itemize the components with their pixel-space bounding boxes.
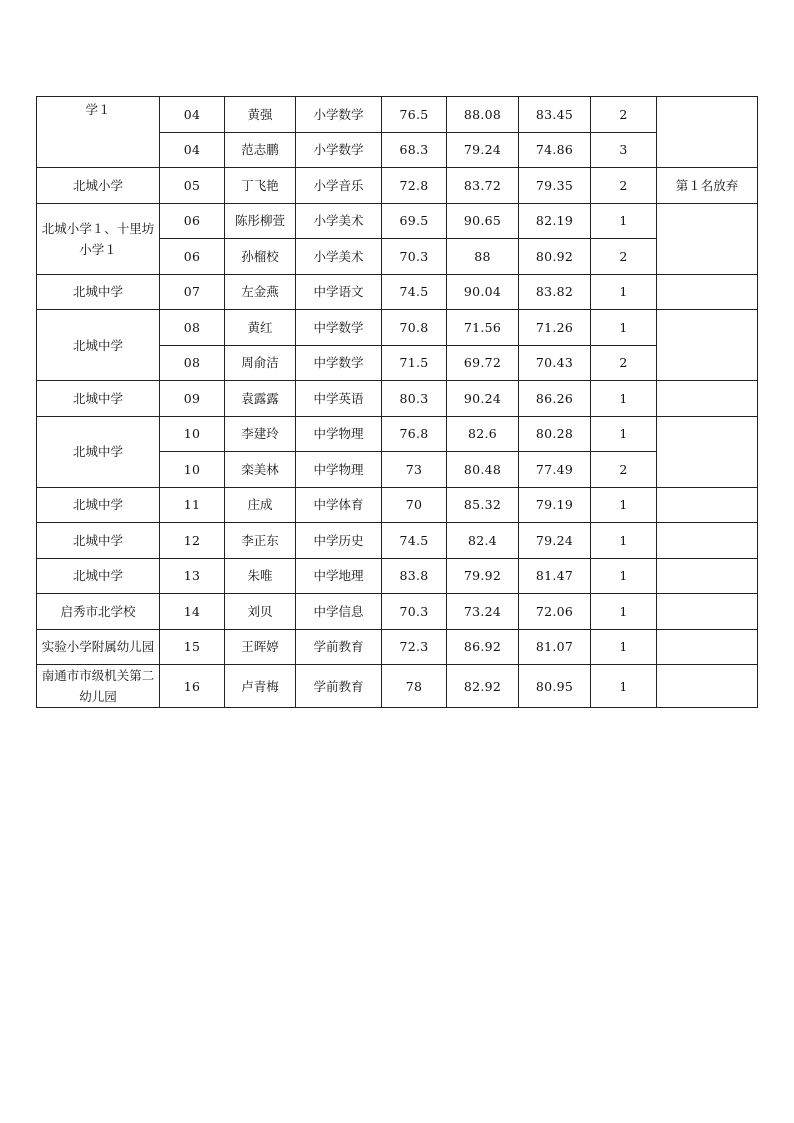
written-score-cell: 71.5 xyxy=(382,345,447,381)
written-score-cell: 70.3 xyxy=(382,594,447,630)
interview-score-cell: 90.04 xyxy=(447,274,519,310)
total-score-cell: 70.43 xyxy=(519,345,591,381)
rank-cell: 1 xyxy=(591,665,657,708)
unit-cell: 北城中学 xyxy=(37,558,160,594)
interview-score-cell: 88.08 xyxy=(447,97,519,133)
subject-cell: 学前教育 xyxy=(296,629,382,665)
interview-score-cell: 83.72 xyxy=(447,168,519,204)
rank-cell: 1 xyxy=(591,594,657,630)
subject-cell: 中学物理 xyxy=(296,416,382,452)
written-score-cell: 76.8 xyxy=(382,416,447,452)
name-cell: 范志鹏 xyxy=(225,132,296,168)
table-row xyxy=(37,558,758,594)
total-score-cell: 80.28 xyxy=(519,416,591,452)
code-cell: 08 xyxy=(160,345,225,381)
written-score-cell: 73 xyxy=(382,452,447,488)
written-score-cell: 72.8 xyxy=(382,168,447,204)
code-cell: 07 xyxy=(160,274,225,310)
total-score-cell: 79.35 xyxy=(519,168,591,204)
total-score-cell: 79.24 xyxy=(519,523,591,559)
written-score-cell: 69.5 xyxy=(382,203,447,239)
code-cell: 11 xyxy=(160,487,225,523)
rank-cell: 2 xyxy=(591,168,657,204)
rank-cell: 2 xyxy=(591,97,657,133)
note-cell xyxy=(657,381,758,417)
unit-cell: 启秀市北学校 xyxy=(37,594,160,630)
table-row xyxy=(37,97,758,133)
unit-cell: 北城中学 xyxy=(37,310,160,381)
interview-score-cell: 90.65 xyxy=(447,203,519,239)
subject-cell: 小学数学 xyxy=(296,132,382,168)
subject-cell: 中学体育 xyxy=(296,487,382,523)
subject-cell: 中学数学 xyxy=(296,345,382,381)
note-cell xyxy=(657,594,758,630)
code-cell: 04 xyxy=(160,97,225,133)
subject-cell: 中学物理 xyxy=(296,452,382,488)
code-cell: 13 xyxy=(160,558,225,594)
name-cell: 栾美林 xyxy=(225,452,296,488)
rank-cell: 1 xyxy=(591,274,657,310)
total-score-cell: 81.47 xyxy=(519,558,591,594)
note-cell xyxy=(657,97,758,168)
unit-cell: 北城中学 xyxy=(37,274,160,310)
name-cell: 周俞洁 xyxy=(225,345,296,381)
interview-score-cell: 85.32 xyxy=(447,487,519,523)
interview-score-cell: 86.92 xyxy=(447,629,519,665)
name-cell: 陈彤柳萱 xyxy=(225,203,296,239)
note-cell: 第１名放弃 xyxy=(657,168,758,204)
interview-score-cell: 82.92 xyxy=(447,665,519,708)
unit-cell: 北城小学１、十里坊小学１ xyxy=(37,203,160,274)
rank-cell: 1 xyxy=(591,558,657,594)
written-score-cell: 72.3 xyxy=(382,629,447,665)
written-score-cell: 80.3 xyxy=(382,381,447,417)
interview-score-cell: 88 xyxy=(447,239,519,275)
subject-cell: 中学英语 xyxy=(296,381,382,417)
interview-score-cell: 71.56 xyxy=(447,310,519,346)
code-cell: 08 xyxy=(160,310,225,346)
interview-score-cell: 79.92 xyxy=(447,558,519,594)
name-cell: 李正东 xyxy=(225,523,296,559)
interview-score-cell: 80.48 xyxy=(447,452,519,488)
code-cell: 10 xyxy=(160,416,225,452)
rank-cell: 1 xyxy=(591,203,657,239)
written-score-cell: 68.3 xyxy=(382,132,447,168)
table-row xyxy=(37,523,758,559)
unit-cell: 南通市市级机关第二幼儿园 xyxy=(37,665,160,708)
code-cell: 05 xyxy=(160,168,225,204)
interview-score-cell: 73.24 xyxy=(447,594,519,630)
written-score-cell: 78 xyxy=(382,665,447,708)
total-score-cell: 77.49 xyxy=(519,452,591,488)
name-cell: 黄强 xyxy=(225,97,296,133)
table-row xyxy=(37,594,758,630)
total-score-cell: 86.26 xyxy=(519,381,591,417)
subject-cell: 小学美术 xyxy=(296,203,382,239)
total-score-cell: 83.82 xyxy=(519,274,591,310)
rank-cell: 2 xyxy=(591,345,657,381)
name-cell: 孙榴校 xyxy=(225,239,296,275)
rank-cell: 1 xyxy=(591,629,657,665)
rank-cell: 2 xyxy=(591,239,657,275)
name-cell: 庄成 xyxy=(225,487,296,523)
written-score-cell: 70.8 xyxy=(382,310,447,346)
table-row xyxy=(37,310,758,346)
written-score-cell: 74.5 xyxy=(382,274,447,310)
subject-cell: 中学历史 xyxy=(296,523,382,559)
written-score-cell: 74.5 xyxy=(382,523,447,559)
code-cell: 14 xyxy=(160,594,225,630)
total-score-cell: 81.07 xyxy=(519,629,591,665)
unit-cell: 北城中学 xyxy=(37,487,160,523)
interview-score-cell: 79.24 xyxy=(447,132,519,168)
note-cell xyxy=(657,310,758,381)
table-row xyxy=(37,665,758,708)
note-cell xyxy=(657,274,758,310)
rank-cell: 1 xyxy=(591,310,657,346)
rank-cell: 1 xyxy=(591,523,657,559)
total-score-cell: 74.86 xyxy=(519,132,591,168)
code-cell: 12 xyxy=(160,523,225,559)
name-cell: 王晖婷 xyxy=(225,629,296,665)
total-score-cell: 72.06 xyxy=(519,594,591,630)
name-cell: 左金燕 xyxy=(225,274,296,310)
code-cell: 16 xyxy=(160,665,225,708)
interview-score-cell: 82.4 xyxy=(447,523,519,559)
total-score-cell: 80.92 xyxy=(519,239,591,275)
name-cell: 朱唯 xyxy=(225,558,296,594)
rank-cell: 1 xyxy=(591,381,657,417)
note-cell xyxy=(657,558,758,594)
note-cell xyxy=(657,203,758,274)
note-cell xyxy=(657,523,758,559)
subject-cell: 中学地理 xyxy=(296,558,382,594)
unit-cell: 北城中学 xyxy=(37,523,160,559)
name-cell: 袁露露 xyxy=(225,381,296,417)
table-row xyxy=(37,274,758,310)
table-row xyxy=(37,381,758,417)
code-cell: 10 xyxy=(160,452,225,488)
interview-score-cell: 69.72 xyxy=(447,345,519,381)
note-cell xyxy=(657,665,758,708)
code-cell: 04 xyxy=(160,132,225,168)
written-score-cell: 83.8 xyxy=(382,558,447,594)
table-row xyxy=(37,629,758,665)
rank-cell: 1 xyxy=(591,487,657,523)
table-row xyxy=(37,203,758,239)
subject-cell: 中学语文 xyxy=(296,274,382,310)
note-cell xyxy=(657,487,758,523)
unit-cell: 北城小学 xyxy=(37,168,160,204)
note-cell xyxy=(657,416,758,487)
total-score-cell: 71.26 xyxy=(519,310,591,346)
score-table xyxy=(36,96,758,708)
written-score-cell: 70 xyxy=(382,487,447,523)
unit-cell: 北城中学 xyxy=(37,381,160,417)
total-score-cell: 82.19 xyxy=(519,203,591,239)
code-cell: 15 xyxy=(160,629,225,665)
subject-cell: 小学数学 xyxy=(296,97,382,133)
note-cell xyxy=(657,629,758,665)
rank-cell: 3 xyxy=(591,132,657,168)
subject-cell: 小学美术 xyxy=(296,239,382,275)
unit-cell: 学１ xyxy=(37,97,160,168)
code-cell: 06 xyxy=(160,203,225,239)
name-cell: 丁飞艳 xyxy=(225,168,296,204)
total-score-cell: 83.45 xyxy=(519,97,591,133)
name-cell: 刘贝 xyxy=(225,594,296,630)
interview-score-cell: 82.6 xyxy=(447,416,519,452)
name-cell: 李建玲 xyxy=(225,416,296,452)
table-row xyxy=(37,168,758,204)
rank-cell: 2 xyxy=(591,452,657,488)
rank-cell: 1 xyxy=(591,416,657,452)
unit-cell: 北城中学 xyxy=(37,416,160,487)
table-row xyxy=(37,416,758,452)
total-score-cell: 79.19 xyxy=(519,487,591,523)
code-cell: 09 xyxy=(160,381,225,417)
code-cell: 06 xyxy=(160,239,225,275)
written-score-cell: 70.3 xyxy=(382,239,447,275)
subject-cell: 学前教育 xyxy=(296,665,382,708)
subject-cell: 中学信息 xyxy=(296,594,382,630)
name-cell: 黄红 xyxy=(225,310,296,346)
subject-cell: 小学音乐 xyxy=(296,168,382,204)
table-row xyxy=(37,487,758,523)
unit-cell: 实验小学附属幼儿园 xyxy=(37,629,160,665)
total-score-cell: 80.95 xyxy=(519,665,591,708)
interview-score-cell: 90.24 xyxy=(447,381,519,417)
subject-cell: 中学数学 xyxy=(296,310,382,346)
written-score-cell: 76.5 xyxy=(382,97,447,133)
name-cell: 卢青梅 xyxy=(225,665,296,708)
